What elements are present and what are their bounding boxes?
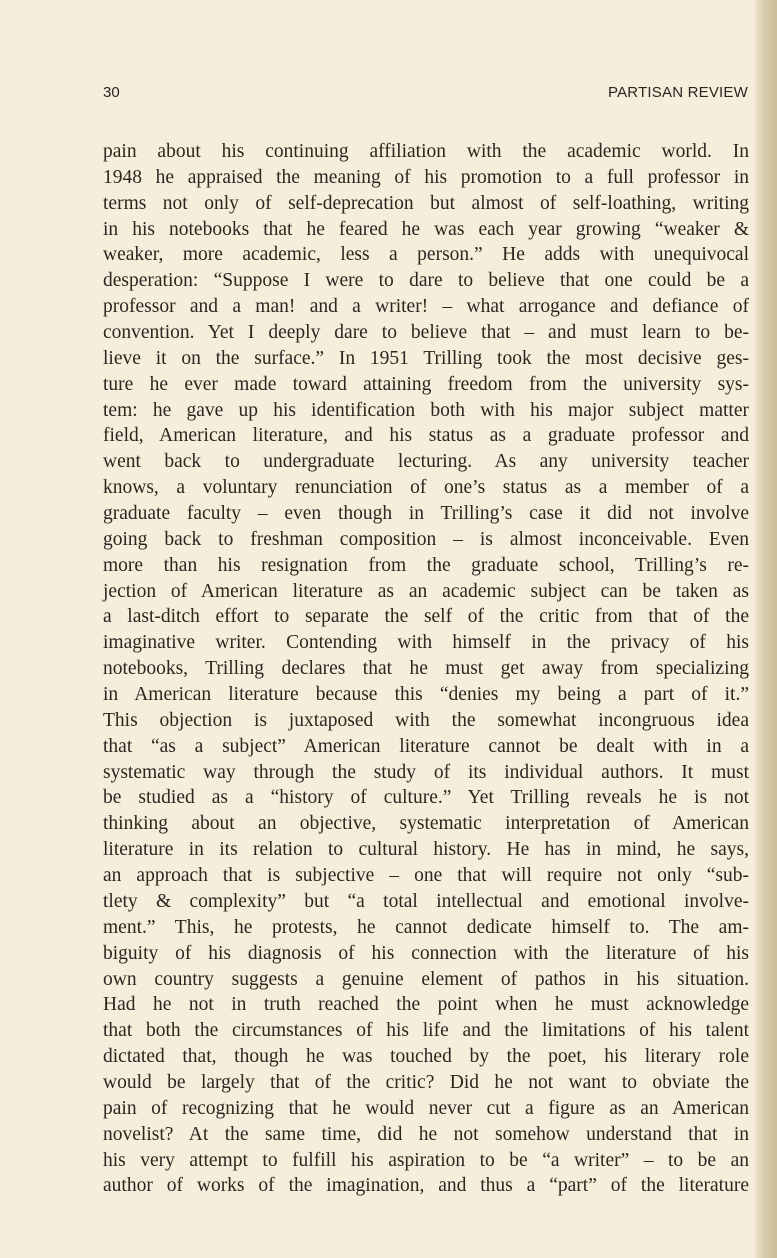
text-line: in his notebooks that he feared he was each year growing “weaker & <box>103 218 749 240</box>
text-line: an approach that is subjective – one that will require not only “sub- <box>103 865 749 887</box>
page-edge-shadow <box>755 0 777 1258</box>
text-line: ture he ever made toward attaining freedom from the university sys- <box>103 373 749 395</box>
text-line: This objection is juxtaposed with the somewhat incongruous idea <box>103 709 749 731</box>
text-line: weaker, more academic, less a person.” He adds with unequivocal <box>103 244 749 266</box>
text-line: lieve it on the surface.” In 1951 Trilling took the most decisive ges- <box>103 347 749 369</box>
text-line: tlety & complexity” but “a total intellectual and emotional involve- <box>103 890 749 912</box>
text-line: professor and a man! and a writer! – what arrogance and defiance of <box>103 296 749 318</box>
text-line: biguity of his diagnosis of his connection with the literature of his <box>103 942 749 964</box>
text-line: novelist? At the same time, did he not somehow understand that in <box>103 1123 749 1145</box>
text-line: be studied as a “history of culture.” Yet Trilling reveals he is not <box>103 787 749 809</box>
text-line: own country suggests a genuine element of pathos in his situation. <box>103 968 749 990</box>
running-head: PARTISAN REVIEW <box>608 84 748 101</box>
page-header <box>103 84 748 106</box>
text-line: notebooks, Trilling declares that he must get away from specializing <box>103 658 749 680</box>
text-line: knows, a voluntary renunciation of one’s status as a member of a <box>103 477 749 499</box>
text-line: a last-ditch effort to separate the self of the critic from that of the <box>103 606 749 628</box>
text-line: that “as a subject” American literature cannot be dealt with in a <box>103 735 749 757</box>
body-text <box>103 139 749 1199</box>
page-number: 30 <box>103 84 120 101</box>
text-line: desperation: “Suppose I were to dare to believe that one could be a <box>103 270 749 292</box>
text-line: more than his resignation from the graduate school, Trilling’s re- <box>103 554 749 576</box>
text-line: pain of recognizing that he would never cut a figure as an American <box>103 1097 749 1119</box>
text-line: his very attempt to fulfill his aspiration to be “a writer” – to be an <box>103 1149 749 1171</box>
text-line: author of works of the imagination, and thus a “part” of the literature <box>103 1175 749 1197</box>
text-line: going back to freshman composition – is almost inconceivable. Even <box>103 528 749 550</box>
text-line: thinking about an objective, systematic interpretation of American <box>103 813 749 835</box>
text-line: went back to undergraduate lecturing. As any university teacher <box>103 451 749 473</box>
text-line: terms not only of self-deprecation but almost of self-loathing, writing <box>103 192 749 214</box>
text-line: 1948 he appraised the meaning of his promotion to a full professor in <box>103 166 749 188</box>
text-line: in American literature because this “denies my being a part of it.” <box>103 684 749 706</box>
text-line: jection of American literature as an academic subject can be taken as <box>103 580 749 602</box>
text-line: would be largely that of the critic? Did he not want to obviate the <box>103 1071 749 1093</box>
text-line: that both the circumstances of his life and the limitations of his talent <box>103 1020 749 1042</box>
text-line: Had he not in truth reached the point when he must acknowledge <box>103 994 749 1016</box>
text-line: pain about his continuing affiliation with the academic world. In <box>103 141 749 162</box>
text-line: ment.” This, he protests, he cannot dedicate himself to. The am- <box>103 916 749 938</box>
text-line: imaginative writer. Contending with himself in the privacy of his <box>103 632 749 654</box>
text-line: field, American literature, and his status as a graduate professor and <box>103 425 749 447</box>
text-line: tem: he gave up his identification both with his major subject matter <box>103 399 749 421</box>
text-line: systematic way through the study of its individual authors. It must <box>103 761 749 783</box>
text-line: convention. Yet I deeply dare to believe that – and must learn to be- <box>103 322 749 344</box>
text-line: graduate faculty – even though in Trilling’s case it did not involve <box>103 503 749 525</box>
text-line: literature in its relation to cultural history. He has in mind, he says, <box>103 839 749 861</box>
text-line: dictated that, though he was touched by the poet, his literary role <box>103 1046 749 1068</box>
